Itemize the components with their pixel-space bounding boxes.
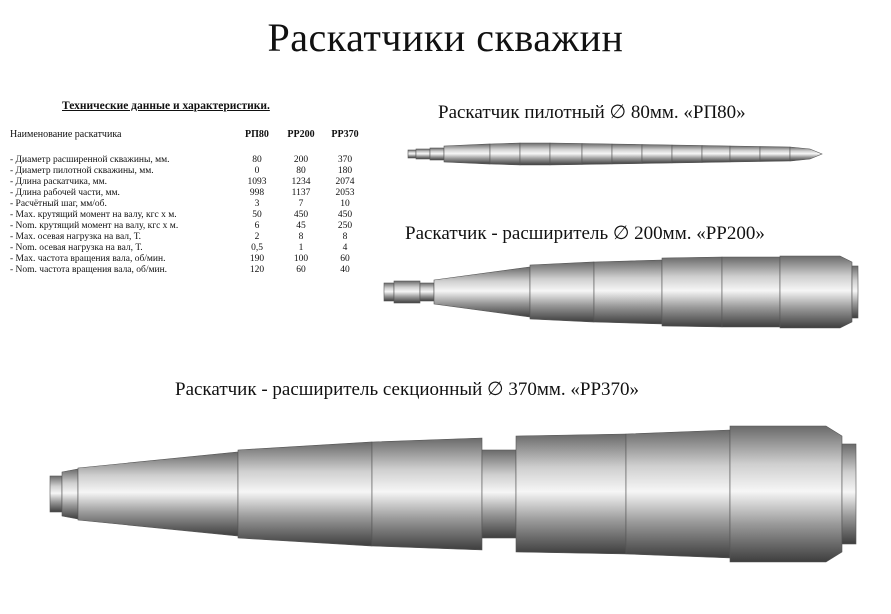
spec-value: 1137 bbox=[291, 188, 311, 198]
spec-row bbox=[10, 254, 367, 265]
spec-value: 50 bbox=[252, 210, 262, 220]
spec-label: - Nom. частота вращения вала, об/мин. bbox=[10, 265, 168, 275]
spec-value: 45 bbox=[296, 221, 306, 231]
spec-value: 4 bbox=[342, 243, 348, 253]
spec-value: 2 bbox=[254, 232, 260, 242]
spec-table bbox=[10, 129, 367, 276]
spec-value: 450 bbox=[293, 210, 309, 220]
spec-value: 80 bbox=[296, 166, 306, 176]
spec-row bbox=[10, 199, 367, 210]
sectional-expander-rr370-image bbox=[42, 414, 872, 574]
name-column-header: Наименование раскатчика bbox=[10, 129, 122, 140]
column-header-rr370: РР370 bbox=[331, 129, 359, 140]
spec-value: 370 bbox=[337, 155, 353, 165]
spec-value: 3 bbox=[254, 199, 260, 209]
spec-value: 8 bbox=[298, 232, 304, 242]
spec-header-row bbox=[10, 129, 367, 143]
spec-value: 190 bbox=[249, 254, 265, 264]
spec-value: 450 bbox=[337, 210, 353, 220]
spec-label: - Nom. крутящий момент на валу, кгс х м. bbox=[10, 221, 179, 231]
spec-value: 200 bbox=[293, 155, 309, 165]
spec-label: - Nom. осевая нагрузка на вал, Т. bbox=[10, 243, 143, 253]
spec-row bbox=[10, 166, 367, 177]
spec-label: - Длина рабочей части, мм. bbox=[10, 188, 120, 198]
spec-label: - Длина раскатчика, мм. bbox=[10, 177, 107, 187]
spec-value: 40 bbox=[340, 265, 350, 275]
spec-label: - Max. крутящий момент на валу, кгс х м. bbox=[10, 210, 177, 220]
spec-value: 6 bbox=[254, 221, 260, 231]
spec-heading: Технические данные и характеристики. bbox=[62, 100, 270, 112]
spec-label: - Диаметр пилотной скважины, мм. bbox=[10, 166, 154, 176]
spec-row bbox=[10, 265, 367, 276]
spec-value: 1234 bbox=[291, 177, 311, 187]
spec-row bbox=[10, 188, 367, 199]
column-header-rr200: РР200 bbox=[287, 129, 315, 140]
spec-value: 60 bbox=[340, 254, 350, 264]
spec-label: - Расчётный шаг, мм/об. bbox=[10, 199, 107, 209]
spec-value: 998 bbox=[249, 188, 265, 198]
spec-row bbox=[10, 243, 367, 254]
tool-caption-rp80: Раскатчик пилотный ∅ 80мм. «РП80» bbox=[438, 102, 746, 123]
spec-row bbox=[10, 210, 367, 221]
spec-value: 60 bbox=[296, 265, 306, 275]
page-title: Раскатчики скважин bbox=[267, 15, 624, 60]
spec-value: 7 bbox=[298, 199, 304, 209]
spec-value: 1093 bbox=[247, 177, 267, 187]
spec-value: 100 bbox=[293, 254, 309, 264]
spec-value: 2074 bbox=[335, 177, 355, 187]
spec-row bbox=[10, 221, 367, 232]
spec-value: 120 bbox=[249, 265, 265, 275]
spec-value: 1 bbox=[298, 243, 304, 253]
spec-value: 0 bbox=[254, 166, 260, 176]
pilot-roller-rp80-image bbox=[400, 136, 830, 174]
spec-label: - Диаметр расширенной скважины, мм. bbox=[10, 155, 170, 165]
spec-value: 8 bbox=[342, 232, 348, 242]
spec-value: 180 bbox=[337, 166, 353, 176]
spec-value: 250 bbox=[337, 221, 353, 231]
spec-row bbox=[10, 155, 367, 166]
spec-value: 80 bbox=[252, 155, 262, 165]
expander-rr200-image bbox=[380, 250, 870, 334]
spec-row bbox=[10, 177, 367, 188]
spec-label: - Max. частота вращения вала, об/мин. bbox=[10, 254, 166, 264]
spec-label: - Max. осевая нагрузка на вал, Т. bbox=[10, 232, 142, 242]
column-header-rp80: РП80 bbox=[245, 129, 269, 140]
tool-caption-rr370: Раскатчик - расширитель секционный ∅ 370мм. «РР370» bbox=[175, 379, 640, 400]
tool-caption-rr200: Раскатчик - расширитель ∅ 200мм. «РР200» bbox=[405, 223, 765, 244]
spec-row bbox=[10, 232, 367, 243]
spec-value: 10 bbox=[340, 199, 350, 209]
spec-value: 0,5 bbox=[251, 243, 263, 253]
spec-value: 2053 bbox=[335, 188, 355, 198]
